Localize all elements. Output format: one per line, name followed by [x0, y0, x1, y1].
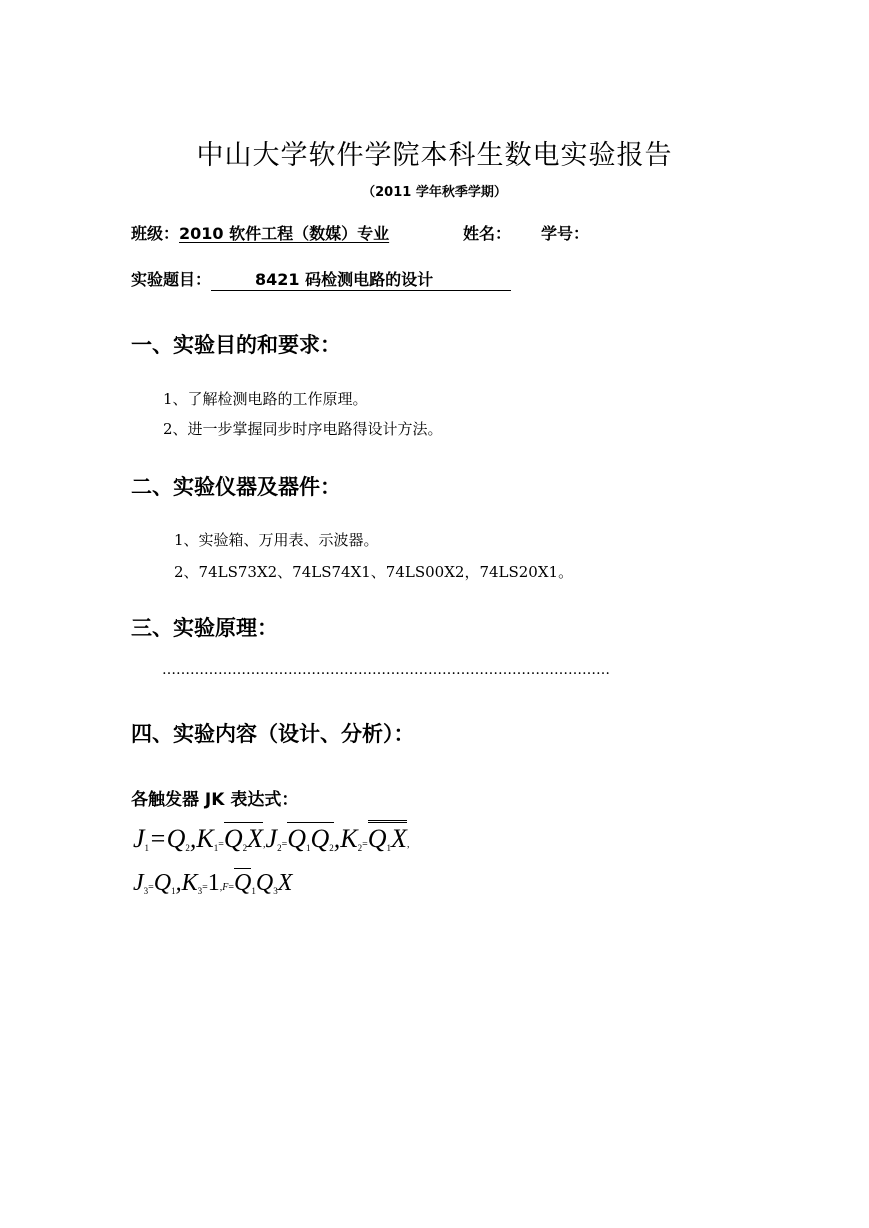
section-3-placeholder-dots: ……………………………………………………………………………………: [162, 662, 610, 678]
semester-subtitle: （2011 学年秋季学期）: [362, 185, 507, 200]
section-2-heading: 二、实验仪器及器件：: [131, 475, 341, 499]
class-value: 2010 软件工程（数媒）专业: [179, 224, 390, 243]
section-3-heading: 三、实验原理：: [131, 616, 278, 640]
topic-label: 实验题目：: [131, 270, 212, 289]
section-1-item-1: 1、了解检测电路的工作原理。: [163, 390, 368, 408]
class-info-line: [131, 221, 389, 244]
name-label: 姓名：: [463, 224, 512, 243]
section-2-item-1: 1、实验箱、万用表、示波器。: [174, 531, 379, 549]
jk-expression-label: 各触发器 JK 表达式：: [131, 790, 299, 810]
student-id-label: 学号：: [541, 224, 590, 243]
topic-value: 8421 码检测电路的设计: [211, 270, 511, 291]
jk-formula-line-1: $J_1=Q_2,K_1=Q_2X,J_2=Q_1Q_2,K_2=Q_1X$,: [133, 824, 409, 864]
section-1-item-2: 2、进一步掌握同步时序电路得设计方法。: [163, 420, 443, 438]
section-2-item-2: 2、74LS73X2、74LS74X1、74LS00X2，74LS20X1。: [174, 563, 574, 581]
topic-line: [131, 267, 511, 291]
section-4-heading: 四、实验内容（设计、分析）：: [131, 722, 415, 746]
report-title: 中山大学软件学院本科生数电实验报告: [196, 140, 673, 171]
section-1-heading: 一、实验目的和要求：: [131, 333, 341, 357]
jk-formula-line-2: $J_3=Q_1,K_3=1,F=Q_1Q_3X$: [133, 870, 293, 896]
class-label: 班级：: [131, 224, 180, 243]
